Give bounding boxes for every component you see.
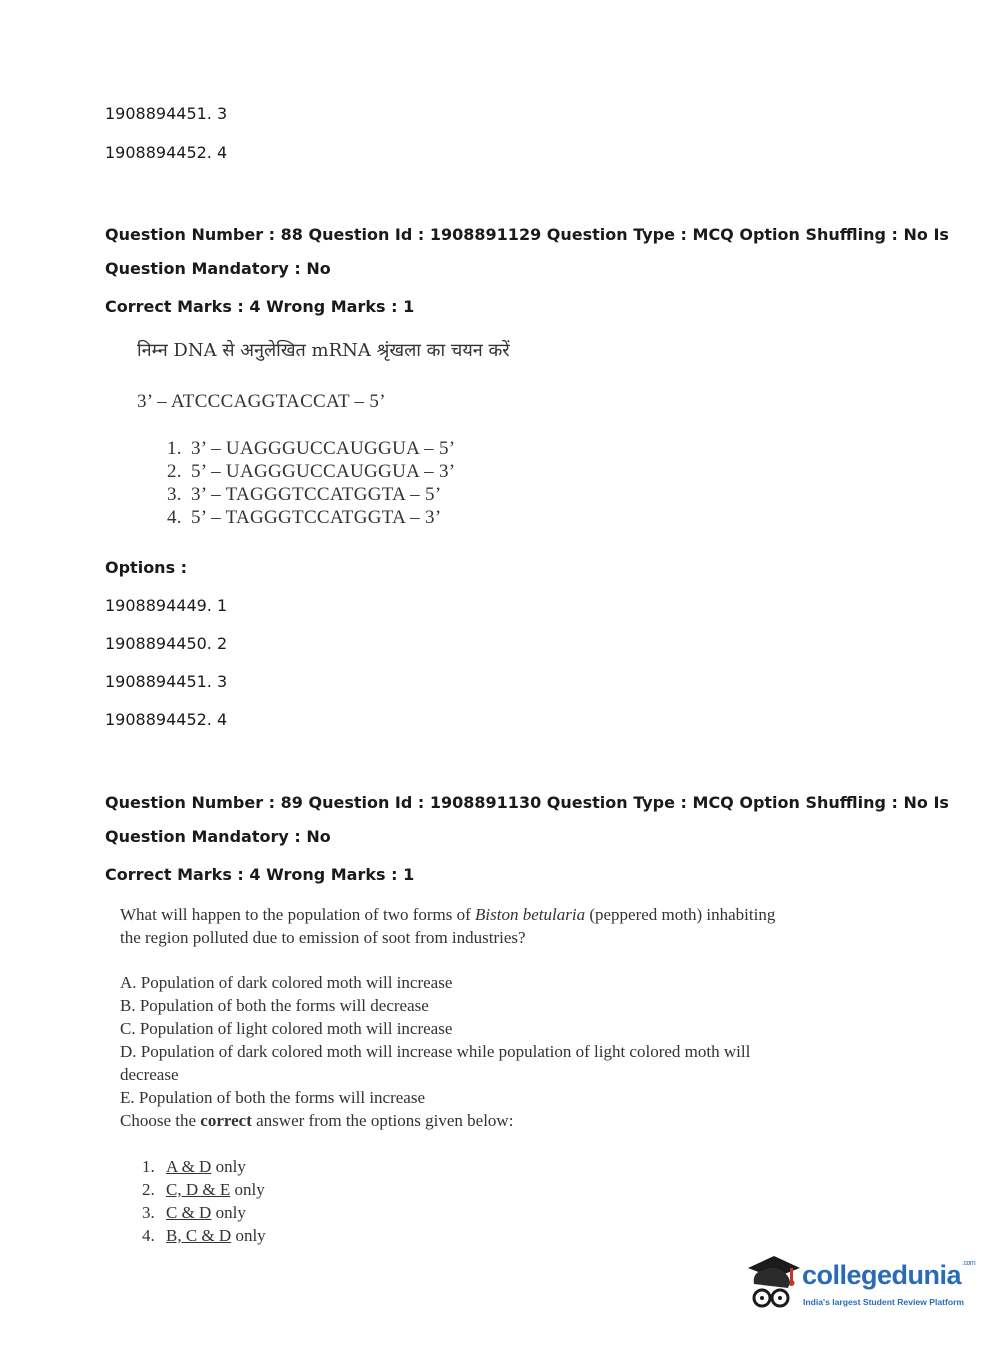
option-line: 1908894451. 3 bbox=[105, 672, 228, 691]
choice-item: 4. B, C & D only bbox=[142, 1226, 266, 1245]
statement: C. Population of light colored moth will increase bbox=[120, 1019, 453, 1038]
options-label: Options : bbox=[105, 558, 188, 577]
choice-item: 2. 5’ – UAGGGUCCAUGGUA – 3’ bbox=[167, 461, 456, 482]
marks-line: Correct Marks : 4 Wrong Marks : 1 bbox=[105, 297, 415, 316]
marks-line: Correct Marks : 4 Wrong Marks : 1 bbox=[105, 865, 415, 884]
statement: E. Population of both the forms will increase bbox=[120, 1088, 425, 1107]
choice-item: 2. C, D & E only bbox=[142, 1180, 265, 1199]
logo-wordmark: collegedunia bbox=[802, 1260, 962, 1290]
question-text-hindi: निम्न DNA से अनुलेखित mRNA श्रृंखला का चयन करें bbox=[137, 340, 510, 361]
logo-tagline: India's largest Student Review Platform bbox=[803, 1297, 965, 1307]
option-line: 1908894450. 2 bbox=[105, 634, 228, 653]
option-line: 1908894451. 3 bbox=[105, 104, 228, 123]
statement: decrease bbox=[120, 1065, 179, 1084]
statement: D. Population of dark colored moth will increase while population of light colored moth will bbox=[120, 1042, 751, 1061]
choice-item: 4. 5’ – TAGGGTCCATGGTA – 3’ bbox=[167, 507, 442, 528]
question-text: What will happen to the population of two forms of Biston betularia (peppered moth) inhabiting the region polluted due to emission of soot from industries? bbox=[120, 905, 776, 947]
statement: B. Population of both the forms will decrease bbox=[120, 996, 429, 1015]
choice-item: 1. 3’ – UAGGGUCCAUGGUA – 5’ bbox=[167, 438, 456, 459]
instruction: Choose the correct answer from the options given below: bbox=[120, 1111, 514, 1130]
question-header: Question Number : 88 Question Id : 1908891129 Question Type : MCQ Option Shuffling : No Is bbox=[105, 225, 949, 244]
question-mandatory: Question Mandatory : No bbox=[105, 259, 331, 278]
option-line: 1908894449. 1 bbox=[105, 596, 228, 615]
logo-suffix: .com bbox=[962, 1260, 976, 1267]
statement: A. Population of dark colored moth will increase bbox=[120, 973, 453, 992]
statement-list bbox=[120, 971, 750, 1132]
choice-item: 3. C & D only bbox=[142, 1203, 246, 1222]
question-mandatory: Question Mandatory : No bbox=[105, 827, 331, 846]
dna-sequence: 3’ – ATCCCAGGTACCAT – 5’ bbox=[137, 391, 386, 412]
choice-item: 3. 3’ – TAGGGTCCATGGTA – 5’ bbox=[167, 484, 442, 505]
option-line: 1908894452. 4 bbox=[105, 710, 228, 729]
mascot-icon bbox=[742, 1254, 804, 1316]
option-line: 1908894452. 4 bbox=[105, 143, 228, 162]
choice-item: 1. A & D only bbox=[142, 1157, 246, 1176]
collegedunia-logo bbox=[742, 1250, 976, 1320]
choice-list bbox=[142, 1155, 266, 1247]
choice-list bbox=[167, 437, 455, 529]
question-header: Question Number : 89 Question Id : 1908891130 Question Type : MCQ Option Shuffling : No Is bbox=[105, 793, 949, 812]
